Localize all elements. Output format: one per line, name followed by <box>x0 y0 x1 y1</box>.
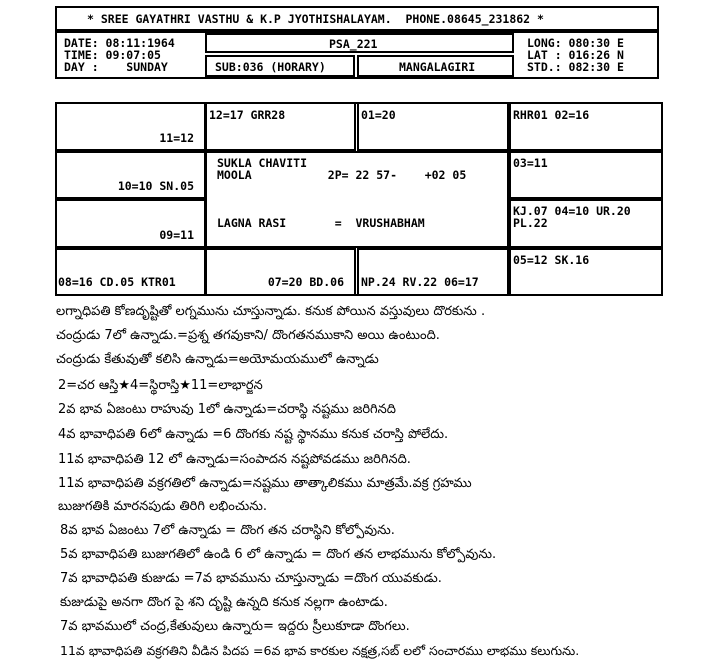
analysis-line: 7వ భావములో చంద్ర,కేతువులు ఉన్నారు= ఇద్దరు స్రీలుకూడా దొంగలు. <box>60 619 410 634</box>
day-label: DAY : SUNDAY <box>64 60 168 74</box>
cell-text: 01=20 <box>361 108 396 122</box>
analysis-line: 2=చర ఆస్తి★4=స్థిరాస్తి★11=లాభార్జన <box>58 378 263 393</box>
chart-cell-bot-2 <box>205 248 356 296</box>
analysis-line: 11వ భావాధిపతి వక్రగతిని వీడిన పిదప =6వ భావ కారకుల నక్షత్ర,సబ్ లలో సంచారము లాభము కలుగును. <box>60 643 580 658</box>
header-title: * SREE GAYATHRI VASTHU & K.P JYOTHISHALAYAM. PHONE.08645_231862 * <box>87 12 544 26</box>
psa-box <box>205 33 514 53</box>
analysis-line: 8వ భావ ఏజంటు 7లో ఉన్నాడు = దొంగ తన చరాస్థిని కోల్పోవును. <box>60 523 395 538</box>
chart-cell-top-3 <box>357 102 509 151</box>
cell-text: 08=16 CD.05 KTR01 <box>58 275 176 289</box>
analysis-line: 11వ భావాధిపతి వక్రగతిలో ఉన్నాడు=నష్టము తాత్కాలికము మాత్రమే.వక్ర గ్రహము <box>58 476 472 491</box>
analysis-line: కుజుడుపై అనగా దొంగ పై శని దృష్టి ఉన్నది కనుక నల్లగా ఉంటాడు. <box>60 595 388 610</box>
analysis-line: చంద్రుడు కేతువుతో కలిసి ఉన్నాడు=అయోమయములో ఉన్నాడు <box>56 352 379 367</box>
time-label: TIME: 09:07:05 <box>64 48 161 62</box>
place-label: MANGALAGIRI <box>399 60 476 74</box>
tithi-label: SUKLA CHAVITI <box>217 156 308 170</box>
cell-text: 05=12 SK.16 <box>513 253 590 267</box>
chart-cell-mid1-right <box>509 151 663 199</box>
long-label: LONG: 080:30 E <box>527 36 624 50</box>
chart-cell-center <box>205 151 509 248</box>
analysis-line: 2వ భావ ఏజంటు రాహువు 1లో ఉన్నాడు=చరాస్థి నష్టము జరిగినది <box>58 402 396 417</box>
cell-text: 10=10 SN.05 <box>117 179 194 193</box>
cell-text: 03=11 <box>513 156 548 170</box>
star-label: MOOLA 2P= 22 57- +02 05 <box>217 168 467 182</box>
lagna-rasi-label: LAGNA RASI = VRUSHABHAM <box>217 216 425 230</box>
chart-cell-mid2-left <box>55 199 206 248</box>
cell-text: PL.22 <box>513 216 548 230</box>
place-box <box>357 55 514 77</box>
analysis-line: 4వ భావాధిపతి 6లో ఉన్నాడు =6 దొంగకు నష్ట స్థానము కనుక చరాస్తి పోలేదు. <box>58 427 449 442</box>
analysis-line: బుజుగతికి మారనపుడు తిరిగి లభించును. <box>58 499 268 514</box>
chart-cell-bot-right <box>509 248 663 296</box>
header-title-box <box>55 6 659 31</box>
cell-text: KJ.07 04=10 UR.20 <box>513 204 631 218</box>
chart-cell-top-right <box>509 102 663 151</box>
sub-label: SUB:036 (HORARY) <box>215 60 326 74</box>
cell-text: 07=20 BD.06 <box>267 275 344 289</box>
chart-cell-bot-left <box>55 248 206 296</box>
cell-text: RHR01 02=16 <box>513 108 590 122</box>
psa-label: PSA_221 <box>329 37 378 51</box>
analysis-line: లగ్నాధిపతి కోణదృష్టితో లగ్నమును చూస్తున్నాడు. కనుక పోయిన వస్తువులు దొరకును . <box>56 304 486 319</box>
chart-cell-bot-3 <box>357 248 509 296</box>
cell-text: 09=11 <box>159 228 194 242</box>
analysis-line: 5వ భావాధిపతి బుజుగతిలో ఉండి 6 లో ఉన్నాడు = దొంగ తన లాభమును కోల్పోవును. <box>60 547 497 562</box>
sub-box <box>205 55 355 77</box>
chart-cell-mid1-left <box>55 151 206 199</box>
std-label: STD.: 082:30 E <box>527 60 624 74</box>
lat-label: LAT : 016:26 N <box>527 48 624 62</box>
analysis-line: 11వ భావాధిపతి 12 లో ఉన్నాడు=సంపాదన నష్టపోవడము జరిగినది. <box>58 452 411 467</box>
analysis-line: 7వ భావాధిపతి కుజుడు =7వ భావమును చూస్తున్నాడు =దొంగ యువకుడు. <box>60 571 442 586</box>
chart-cell-top-left <box>55 102 206 151</box>
cell-text: NP.24 RV.22 06=17 <box>361 275 479 289</box>
chart-cell-top-2 <box>205 102 356 151</box>
date-label: DATE: 08:11:1964 <box>64 36 175 50</box>
analysis-line: చంద్రుడు 7లో ఉన్నాడు.=ప్రశ్న తగవుకాని/ దొంగతనముకాని అయి ఉంటుంది. <box>56 328 440 343</box>
chart-cell-mid2-right <box>509 199 663 248</box>
cell-text: 12=17 GRR28 <box>209 108 286 122</box>
cell-text: 11=12 <box>159 131 194 145</box>
